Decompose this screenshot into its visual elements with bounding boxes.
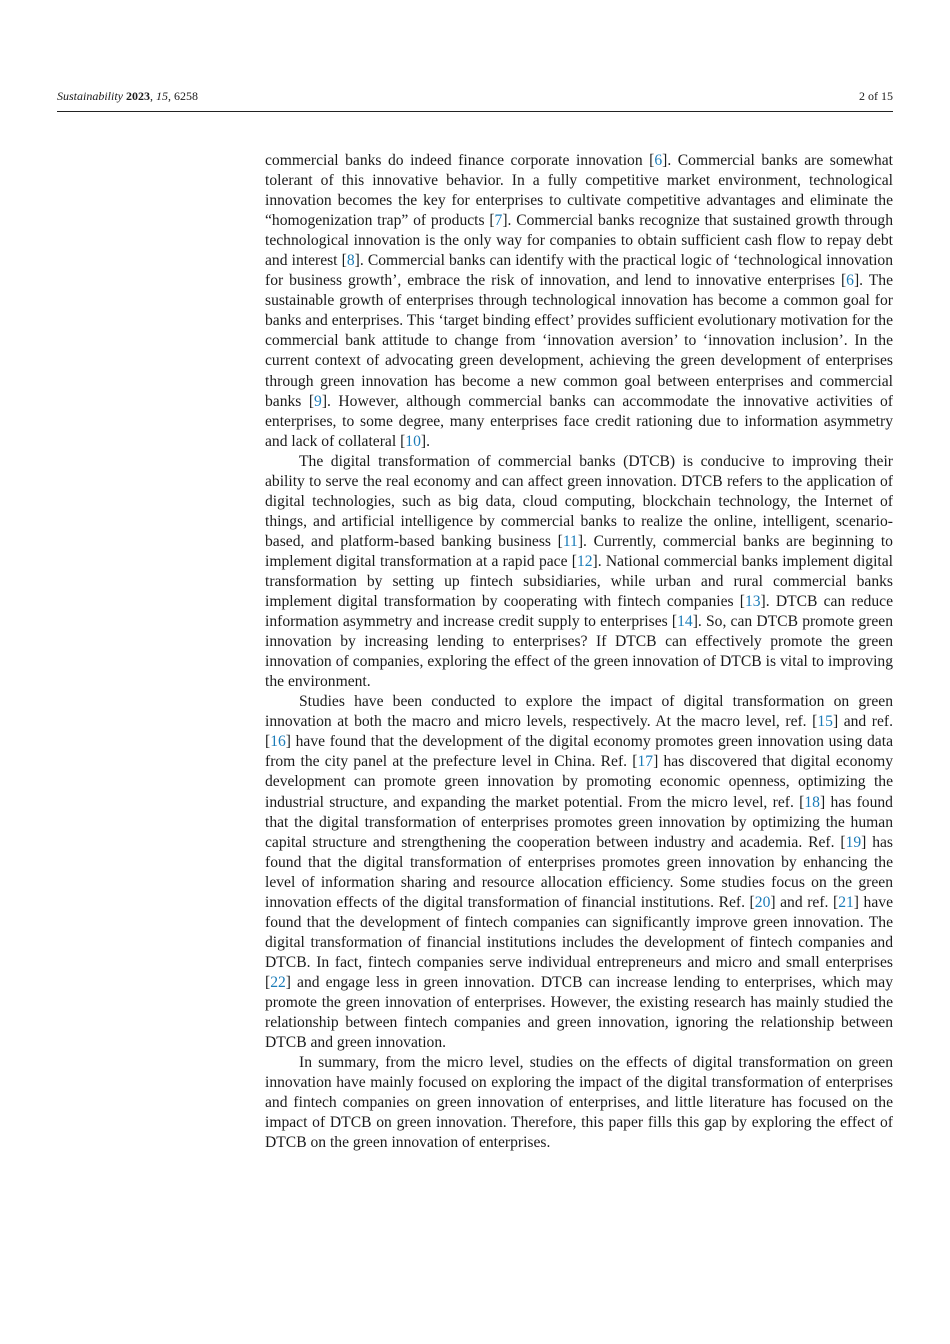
journal-name: Sustainability [57,89,123,103]
paragraph-text: In summary, from the micro level, studies on the effects of digital transformation on green innovation have mainly focused on exploring the impact of the digital transformation of enterprises and fintech companies on green innovation of enterprises, and little literature has focused on the impact of DTCB on green innovation. Therefore, this paper fills this gap by exploring the effect of DTCB on the green innovation of enterprises. [265,1054,893,1152]
journal-citation: Sustainability 2023, 15, 6258 [57,89,198,103]
running-header [57,89,893,112]
citation-link[interactable]: 20 [754,893,771,911]
paragraph-text: Studies have been conducted to explore the impact of digital transformation on green innovation at both the macro and micro levels, respectively. At the macro level, ref. [ [265,693,893,731]
citation-link[interactable]: 19 [845,833,862,851]
paragraph-text: ]. Currently, commercial banks are beginning to implement digital transformation at a rapid pace [ [265,532,893,570]
paragraph-text: ]. However, although commercial banks can accommodate the innovative activities of enterprises, to some degree, many enterprises face credit rationing due to information asymmetry and lack of collateral [ [265,392,893,450]
citation-link[interactable]: 13 [744,593,761,611]
paragraph-text: ] have found that the development of the digital economy promotes green innovation using data from the city panel at the prefecture level in China. Ref. [ [265,733,893,771]
paragraph [265,692,893,1053]
paragraph-text: ]. DTCB can reduce information asymmetry and increase credit supply to enterprises [ [265,593,893,631]
citation-link[interactable]: 14 [677,613,693,631]
paragraph-text: ] has found that the digital transformation of enterprises promotes green innovation by optimizing the human capital structure and strengthening the cooperation between industry and academia. Ref. [ [265,793,893,851]
paragraph-text: The digital transformation of commercial banks (DTCB) is conducive to improving their ability to serve the real economy and can affect green innovation. DTCB refers to the application of digital technologies, such as big data, cloud computing, blockchain technology, the Internet of things, and artificial intelligence by commercial banks to realize the online, intelligent, scenario-based, and platform-based banking business [ [265,452,893,550]
article-number: 6258 [174,89,198,103]
citation-link[interactable]: 6 [654,152,663,169]
paragraph-text: ] have found that the development of fintech companies can significantly improve green innovation. The digital transformation of financial institutions includes the development of fintech companies and DTCB. In fact, fintech companies serve individual entrepreneurs and micro and small enterprises [ [265,893,893,991]
paragraph-text: ]. Commercial banks are somewhat tolerant of this innovative behavior. In a fully competitive market environment, technological innovation becomes the key for enterprises to cultivate competitive advantages and eliminate the “homogenization trap” of products [ [265,152,893,230]
citation-link[interactable]: 22 [270,973,286,991]
paragraph-text: ]. The sustainable growth of enterprises through technological innovation has become a common goal for banks and enterprises. This ‘target binding effect’ provides sufficient evolutionary motivation for the commercial bank attitude to change from ‘innovation aversion’ to ‘innovation inclusion’. In the current context of advocating green development, achieving the green development of enterprises through green innovation has become a new common goal between enterprises and commercial banks [ [265,272,894,410]
paragraph-text: ]. So, can DTCB promote green innovation by increasing lending to enterprises? If DTCB can effectively promote the green innovation of companies, exploring the effect of the green innovation of DTCB is vital to improving the environment. [265,613,893,691]
citation-link[interactable]: 6 [846,272,854,290]
citation-link[interactable]: 18 [804,793,820,811]
paragraph-text: ] has discovered that digital economy development can promote green innovation by promoting economic openness, optimizing the industrial structure, and expanding the market potential. From the micro level, ref. [ [265,753,894,811]
citation-link[interactable]: 12 [576,552,593,570]
paragraph-text: ]. Commercial banks recognize that sustained growth through technological innovation is the only way for companies to obtain sufficient cash flow to repay debt and interest [ [265,212,893,270]
body-text [265,151,893,1153]
citation-link[interactable]: 21 [838,893,854,911]
paragraph [265,452,893,693]
citation-link[interactable]: 11 [562,532,578,550]
paragraph-text: ]. Commercial banks can identify with the practical logic of ‘technological innovation for business growth’, embrace the risk of innovation, and lend to innovative enterprises [ [265,252,893,290]
paragraph [265,151,893,452]
citation-link[interactable]: 9 [314,392,322,410]
paragraph-text: ]. [420,432,430,450]
citation-link[interactable]: 16 [270,733,286,751]
paragraph-text: ] has found that the digital transformation of enterprises promotes green innovation by enhancing the level of information sharing and resource allocation efficiency. Some studies focus on the green innovation effects of the digital transformation of financial institutions. Ref. [ [265,833,893,911]
paragraph-text: commercial banks do indeed finance corporate innovation [ [265,152,655,169]
citation-link[interactable]: 10 [405,432,421,450]
citation-link[interactable]: 8 [346,252,355,270]
paragraph-text: ] and ref. [ [265,713,893,751]
journal-volume: 15 [156,89,168,103]
citation-link[interactable]: 7 [494,212,503,230]
citation-link[interactable]: 15 [817,713,833,731]
paragraph [265,1053,893,1153]
page-number: 2 of 15 [859,89,893,103]
paragraph-text: ]. National commercial banks implement digital transformation by setting up fintech subsidiaries, while urban and rural commercial banks implement digital transformation by cooperating with fintech companies [ [265,552,893,611]
journal-year: 2023 [126,89,150,103]
citation-link[interactable]: 17 [637,753,654,771]
paragraph-text: ] and engage less in green innovation. DTCB can increase lending to enterprises, which may promote the green innovation of enterprises. However, the existing research has mainly studied the relationship between fintech companies and green innovation, ignoring the relationship between DTCB and green innovation. [265,973,893,1052]
paragraph-text: ] and ref. [ [770,893,839,911]
